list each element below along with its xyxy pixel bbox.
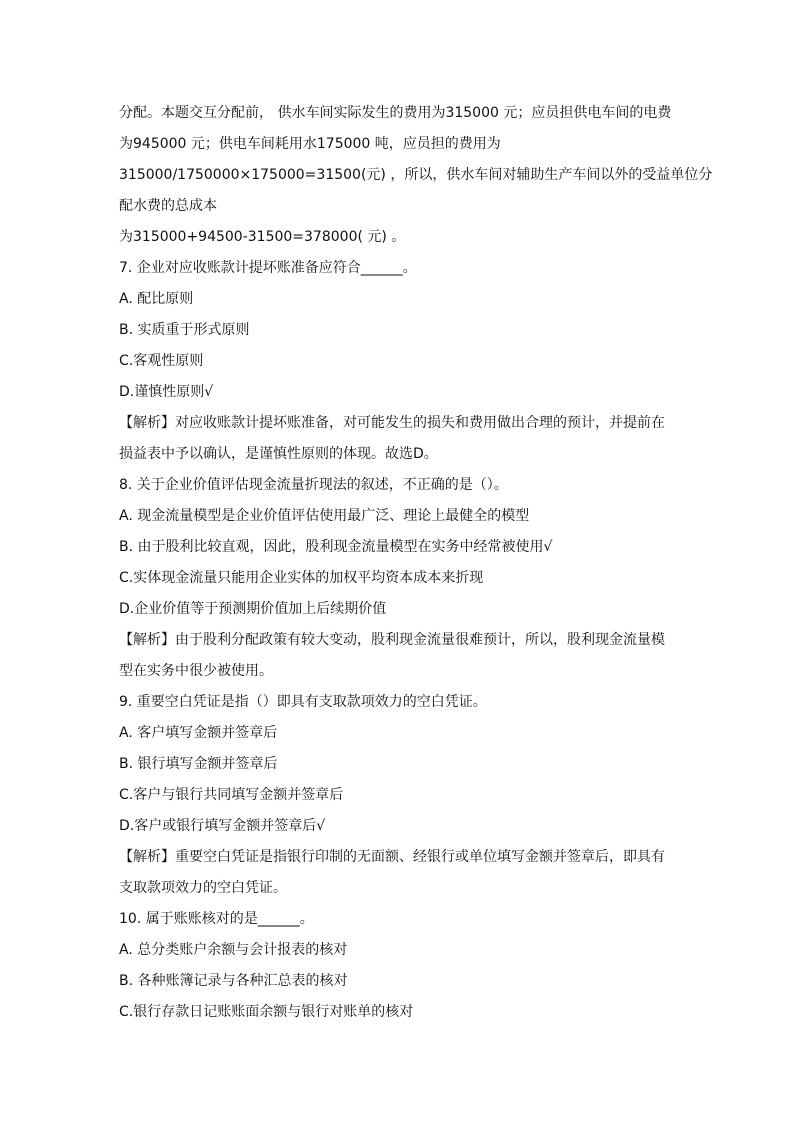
question-9: 9. 重要空白凭证是指（）即具有支取款项效力的空白凭证。 — [119, 694, 487, 710]
option-a: A. 现金流量模型是企业价值评估使用最广泛、理论上最健全的模型 — [119, 508, 530, 524]
option-c: C.客户与银行共同填写金额并签章后 — [119, 787, 344, 803]
question-8: 8. 关于企业价值评估现金流量折现法的叙述，不正确的是（）。 — [119, 477, 508, 493]
question-10: 10. 属于账账核对的是______。 — [119, 911, 314, 927]
text-line: 315000/1750000×175000=31500(元) ，所以，供水车间对辅助生产车间以外的受益单位分 — [119, 167, 713, 183]
document-page — [119, 98, 713, 1028]
option-b: B. 银行填写金额并签章后 — [119, 756, 278, 772]
text-line: 为315000+94500-31500=378000( 元) 。 — [119, 229, 406, 245]
text-line: 为945000 元；供电车间耗用水175000 吨，应员担的费用为 — [119, 136, 501, 152]
option-c: C.实体现金流量只能用企业实体的加权平均资本成本来折现 — [119, 570, 484, 586]
option-a: A. 总分类账户余额与会计报表的核对 — [119, 942, 348, 958]
option-c: C.客观性原则 — [119, 353, 204, 369]
analysis-line: 支取款项效力的空白凭证。 — [119, 880, 287, 896]
option-d: D.客户或银行填写金额并签章后√ — [119, 818, 326, 834]
option-b: B. 各种账簿记录与各种汇总表的核对 — [119, 973, 348, 989]
option-a: A. 配比原则 — [119, 291, 194, 307]
analysis-line: 【解析】对应收账款计提坏账准备，对可能发生的损失和费用做出合理的预计，并提前在 — [119, 415, 665, 431]
analysis-line: 型在实务中很少被使用。 — [119, 663, 273, 679]
analysis-line: 【解析】由于股利分配政策有较大变动，股利现金流量很难预计，所以，股利现金流量模 — [119, 632, 665, 648]
text-line: 分配。本题交互分配前， 供水车间实际发生的费用为315000 元；应员担供电车间的电费 — [119, 105, 672, 121]
option-b: B. 实质重于形式原则 — [119, 322, 250, 338]
option-c: C.银行存款日记账账面余额与银行对账单的核对 — [119, 1004, 414, 1020]
option-a: A. 客户填写金额并签章后 — [119, 725, 278, 741]
text-line: 配水费的总成本 — [119, 198, 217, 214]
analysis-line: 损益表中予以确认，是谨慎性原则的体现。故选D。 — [119, 446, 438, 462]
question-7: 7. 企业对应收账款计提坏账准备应符合______。 — [119, 260, 417, 276]
analysis-line: 【解析】重要空白凭证是指银行印制的无面额、经银行或单位填写金额并签章后，即具有 — [119, 849, 665, 865]
option-d: D.企业价值等于预测期价值加上后续期价值 — [119, 601, 387, 617]
option-d: D.谨慎性原则√ — [119, 384, 214, 400]
option-b: B. 由于股利比较直观，因此，股利现金流量模型在实务中经常被使用√ — [119, 539, 553, 555]
